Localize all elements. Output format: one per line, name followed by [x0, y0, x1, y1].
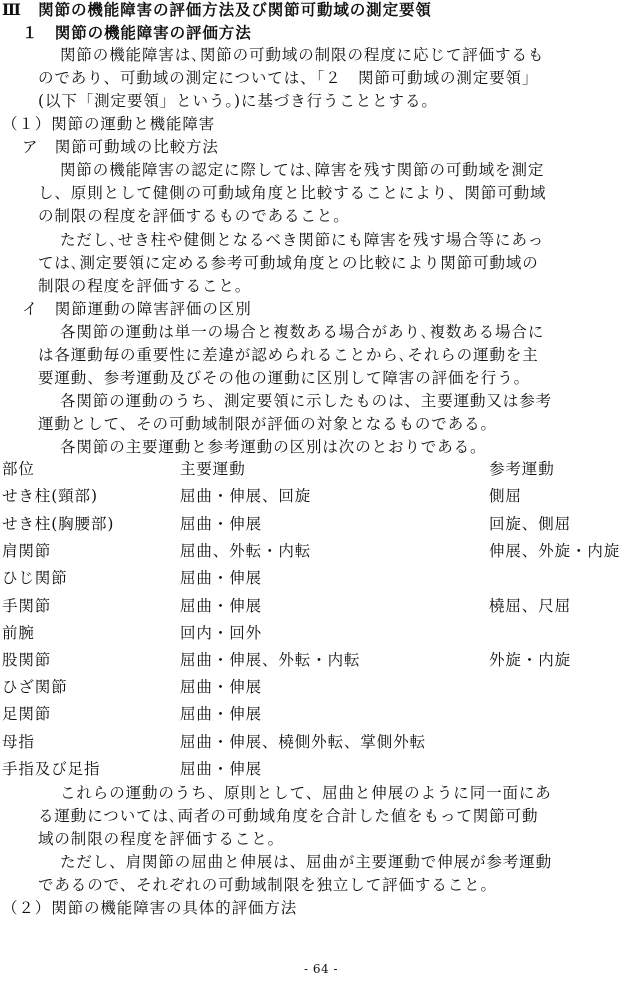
- paragraph-line: は各運動毎の重要性に差違が認められることから､それらの運動を主: [38, 346, 539, 364]
- paragraph-line: 制限の程度を評価すること。: [38, 277, 252, 295]
- paragraph-line: 各関節の主要運動と参考運動の区別は次のとおりである。: [60, 438, 487, 456]
- cell-part: せき柱(頸部): [2, 487, 98, 505]
- table-row: [2, 510, 642, 538]
- table-row: [2, 646, 642, 674]
- paragraph-line: 要運動、参考運動及びその他の運動に区別して障害の評価を行う。: [38, 369, 531, 387]
- cell-main: 屈曲・伸展: [180, 569, 263, 587]
- cell-part: ひじ関節: [2, 569, 68, 587]
- table-row: [2, 592, 642, 620]
- paragraph-line: これらの運動のうち、原則として、屈曲と伸展のように同一面にあ: [60, 784, 552, 802]
- header-main-movement: 主要運動: [180, 460, 246, 478]
- cell-main: 屈曲・伸展: [180, 678, 263, 696]
- paragraph-line: ただし、肩関節の屈曲と伸展は、屈曲が主要運動で伸展が参考運動: [60, 853, 553, 871]
- cell-part: せき柱(胸腰部): [2, 515, 115, 533]
- section-title: Ⅲ 関節の機能障害の評価方法及び関節可動域の測定要領: [2, 0, 432, 19]
- header-part: 部位: [2, 460, 35, 478]
- cell-reference: 側屈: [489, 487, 522, 505]
- table-row: [2, 537, 642, 565]
- cell-reference: 外旋・内旋: [489, 651, 572, 669]
- paragraph-line: 各関節の運動のうち、測定要領に示したものは、主要運動又は参考: [60, 392, 553, 410]
- cell-main: 屈曲・伸展: [180, 597, 263, 615]
- table-row: [2, 755, 642, 783]
- paragraph-line: ただし､せき柱や健側となるべき関節にも障害を残す場合等にあっ: [60, 231, 545, 249]
- cell-part: 前腕: [2, 624, 35, 642]
- table-row: [2, 564, 642, 592]
- cell-main: 屈曲・伸展: [180, 515, 263, 533]
- cell-main: 回内・回外: [180, 624, 263, 642]
- header-reference-movement: 参考運動: [489, 460, 555, 478]
- cell-part: 肩関節: [2, 542, 52, 560]
- cell-main: 屈曲、外転・内転: [180, 542, 312, 560]
- paragraph-line: ては､測定要領に定める参考可動域角度との比較により関節可動域の: [38, 254, 539, 272]
- paragraph-line: 各関節の運動は単一の場合と複数ある場合があり､複数ある場合に: [60, 323, 545, 341]
- table-row: [2, 673, 642, 701]
- cell-reference: 回旋、側屈: [489, 515, 572, 533]
- cell-reference: 橈屈、尺屈: [489, 597, 572, 615]
- cell-main: 屈曲・伸展: [180, 705, 263, 723]
- cell-part: 母指: [2, 733, 35, 751]
- paragraph-line: 域の制限の程度を評価すること。: [38, 830, 285, 848]
- cell-main: 屈曲・伸展、橈側外転、掌側外転: [180, 733, 427, 751]
- cell-part: 股関節: [2, 651, 52, 669]
- cell-main: 屈曲・伸展、回旋: [180, 487, 312, 505]
- table-row: [2, 728, 642, 756]
- paragraph-line: 運動として、その可動域制限が評価の対象となるものである。: [38, 415, 497, 433]
- paragraph-line: る運動については､両者の可動域角度を合計した値をもって関節可動: [38, 807, 539, 825]
- paragraph-line: し、原則として健側の可動域角度と比較することにより、関節可動域: [38, 184, 547, 202]
- cell-reference: 伸展、外旋・内旋: [489, 542, 621, 560]
- cell-main: 屈曲・伸展、外転・内転: [180, 651, 361, 669]
- cell-part: 足関節: [2, 705, 52, 723]
- table-row: [2, 619, 642, 647]
- cell-part: 手指及び足指: [2, 760, 101, 778]
- section-1-heading: （１）関節の運動と機能障害: [2, 115, 216, 133]
- section-2-heading: （２）関節の機能障害の具体的評価方法: [2, 899, 298, 917]
- sub-title: １ 関節の機能障害の評価方法: [22, 23, 252, 42]
- paragraph-line: の制限の程度を評価するものであること。: [38, 207, 350, 225]
- intro-line: (以下「測定要領」という。)に基づき行うこととする。: [38, 92, 438, 110]
- page-number: - 64 -: [303, 962, 338, 976]
- cell-part: ひざ関節: [2, 678, 68, 696]
- intro-line: のであり、可動域の測定については、「２ 関節可動域の測定要領」: [38, 69, 539, 87]
- table-row: [2, 700, 642, 728]
- cell-main: 屈曲・伸展: [180, 760, 263, 778]
- cell-part: 手関節: [2, 597, 52, 615]
- paragraph-line: であるので、それぞれの可動域制限を独立して評価すること。: [38, 876, 497, 894]
- table-row: [2, 482, 642, 510]
- subsection-i-heading: イ 関節運動の障害評価の区別: [22, 300, 252, 318]
- intro-line: 関節の機能障害は､関節の可動域の制限の程度に応じて評価するも: [60, 46, 545, 64]
- table-header-row: [2, 455, 642, 483]
- subsection-a-heading: ア 関節可動域の比較方法: [22, 138, 219, 156]
- paragraph-line: 関節の機能障害の認定に際しては､障害を残す関節の可動域を測定: [60, 161, 545, 179]
